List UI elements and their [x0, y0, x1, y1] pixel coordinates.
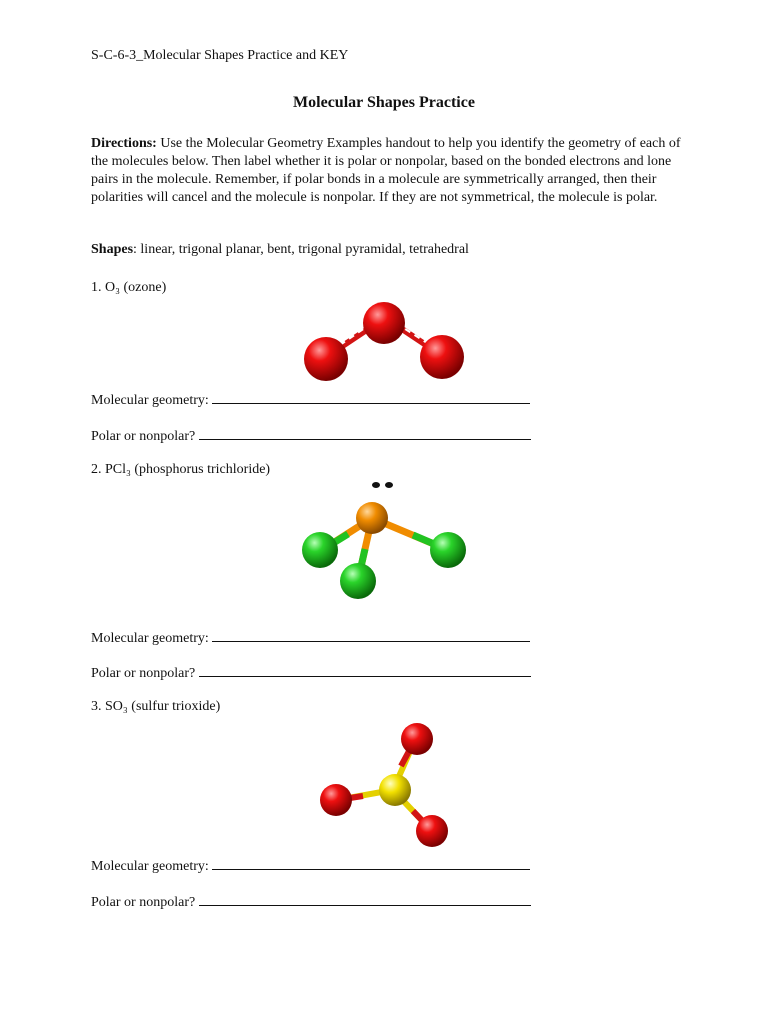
shapes-label: Shapes [91, 242, 134, 257]
polarity-answer-line[interactable] [199, 662, 531, 677]
directions-label: Directions: [91, 136, 157, 151]
directions-paragraph [91, 135, 691, 207]
pcl3-molecule-image [298, 476, 473, 604]
chlorine-atom-bottom [340, 563, 376, 599]
question-2-polarity-row [91, 662, 551, 683]
geometry-answer-line[interactable] [212, 855, 530, 870]
question-1-polarity-row [91, 425, 551, 446]
question-2-geometry-row [91, 627, 551, 648]
polarity-answer-line[interactable] [199, 425, 531, 440]
oxygen-atom-top [401, 723, 433, 755]
so3-molecule-image [315, 718, 455, 853]
chlorine-atom-right [430, 532, 466, 568]
phosphorus-atom [356, 502, 388, 534]
oxygen-atom-center [363, 302, 405, 344]
chlorine-atom-left [302, 532, 338, 568]
geometry-label: Molecular geometry: [91, 631, 213, 646]
geometry-answer-line[interactable] [212, 627, 530, 642]
oxygen-atom-left [320, 784, 352, 816]
shapes-list [91, 241, 469, 259]
question-3-polarity-row [91, 891, 551, 912]
polarity-answer-line[interactable] [199, 891, 531, 906]
oxygen-atom-left [304, 337, 348, 381]
question-1-label: 1. O₃ (ozone) [91, 280, 167, 295]
oxygen-atom-right [420, 335, 464, 379]
question-3-label: 3. SO₃ (sulfur trioxide) [91, 699, 221, 714]
lone-pair-dots [372, 482, 393, 488]
geometry-answer-line[interactable] [212, 389, 530, 404]
shapes-values: : linear, trigonal planar, bent, trigonal pyramidal, tetrahedral [133, 242, 469, 257]
oxygen-atom-bottom [416, 815, 448, 847]
page-title: Molecular Shapes Practice [293, 94, 475, 111]
directions-text: Use the Molecular Geometry Examples handout to help you identify the geometry of each of the molecules below. Then label whether it is polar or nonpolar, based on the bonded electrons and lone pairs in the molecule. Remember, if polar bonds in a molecule are symmetrically arranged, then their polarities will cancel and the molecule is nonpolar. If they are not symmetrical, the molecule is polar. [91, 136, 681, 205]
geometry-label: Molecular geometry: [91, 859, 213, 874]
question-1-geometry-row [91, 389, 551, 410]
polarity-label: Polar or nonpolar? [91, 666, 199, 681]
question-2-label: 2. PCl₃ (phosphorus trichloride) [91, 462, 271, 477]
document-code: S-C-6-3_Molecular Shapes Practice and KEY [91, 48, 349, 63]
polarity-label: Polar or nonpolar? [91, 429, 199, 444]
geometry-label: Molecular geometry: [91, 393, 213, 408]
ozone-molecule-image [300, 295, 470, 390]
polarity-label: Polar or nonpolar? [91, 895, 199, 910]
question-3-geometry-row [91, 855, 551, 876]
sulfur-atom [379, 774, 411, 806]
